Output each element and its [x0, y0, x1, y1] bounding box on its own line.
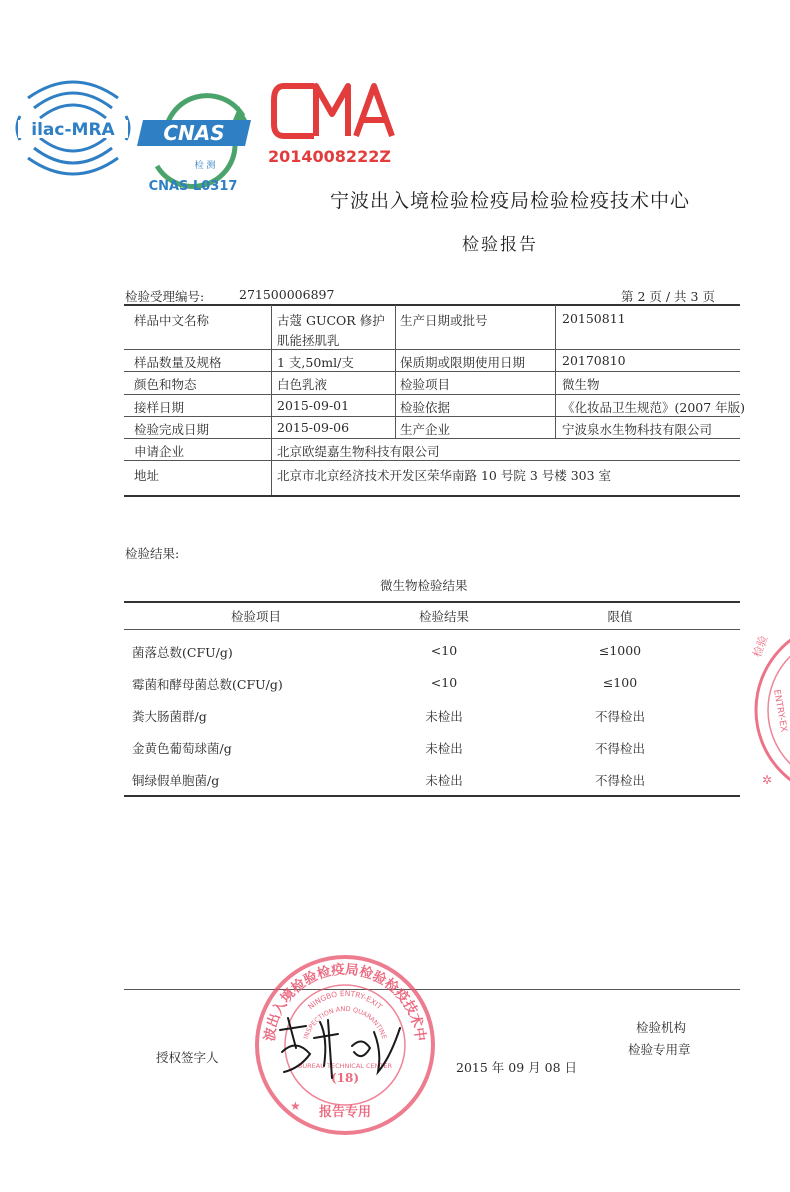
side-stamp [744, 620, 790, 800]
address-label: 地址 [134, 468, 160, 483]
cma-number: 2014008222Z [268, 147, 391, 166]
side-stamp-star: ✲ [762, 773, 773, 787]
batch-value: 20150811 [562, 311, 626, 326]
seal-text-en2: INSPECTION AND QUARANTINE [301, 1004, 389, 1040]
ilac-mra-text: ilac-MRA [31, 120, 115, 140]
quantity-label: 样品数量及规格 [134, 355, 222, 370]
row-limit: 不得检出 [594, 741, 645, 756]
row-result: <10 [430, 643, 458, 658]
acceptance-label: 检验受理编号: [125, 289, 205, 304]
received-label: 接样日期 [134, 400, 185, 415]
acceptance-number: 271500006897 [239, 287, 335, 302]
side-stamp-en: ENTRY-EX [771, 688, 789, 733]
col-limit-header: 限值 [607, 609, 633, 624]
item-label: 检验项目 [400, 377, 451, 392]
row-result: <10 [430, 675, 458, 690]
address-value: 北京市北京经济技术开发区荣华南路 10 号院 3 号楼 303 室 [277, 468, 612, 483]
cnas-sub-text: 检 测 [194, 161, 216, 171]
row-result: 未检出 [425, 773, 463, 788]
ilac-mra-logo [14, 68, 132, 188]
sample-name-label: 样品中文名称 [134, 313, 210, 328]
batch-label: 生产日期或批号 [400, 313, 488, 328]
report-title: 检验报告 [462, 235, 538, 255]
seal-star-icon: ★ [290, 1099, 301, 1113]
applicant-value: 北京欧缇嘉生物科技有限公司 [277, 444, 440, 459]
col-item-header: 检验项目 [230, 609, 281, 624]
sample-name-line2: 肌能拯肌乳 [277, 333, 340, 348]
seal-label-line2: 检验专用章 [628, 1042, 691, 1057]
producer-label: 生产企业 [400, 422, 451, 437]
row-limit: ≤100 [602, 675, 638, 690]
producer-value: 宁波泉水生物科技有限公司 [562, 422, 713, 437]
row-limit: 不得检出 [594, 709, 645, 724]
seal-text-cn: 波出入境检验检疫局检验检疫技术中 [261, 961, 429, 1043]
quantity-value: 1 支,50ml/支 [277, 355, 354, 370]
institution-title: 宁波出入境检验检疫局检验检疫技术中心 [330, 190, 691, 212]
side-stamp-cn: 检验 [750, 633, 771, 660]
expiry-value: 20170810 [562, 353, 626, 368]
completed-label: 检验完成日期 [134, 422, 210, 437]
seal-label-line1: 检验机构 [636, 1020, 687, 1035]
color-label: 颜色和物态 [134, 377, 197, 392]
page-info: 第 2 页 / 共 3 页 [621, 289, 715, 304]
cma-logo [262, 70, 410, 178]
row-item: 铜绿假单胞菌/g [132, 773, 220, 788]
results-table-title: 微生物检验结果 [380, 578, 468, 593]
row-limit: 不得检出 [594, 773, 645, 788]
applicant-label: 申请企业 [134, 444, 185, 459]
col-result-header: 检验结果 [418, 609, 469, 624]
row-limit: ≤1000 [598, 643, 642, 658]
item-value: 微生物 [562, 377, 600, 392]
expiry-label: 保质期或限期使用日期 [400, 355, 526, 370]
row-item: 金黄色葡萄球菌/g [132, 741, 232, 756]
seal-text-en1: NINGBO ENTRY-EXIT [306, 988, 384, 1012]
signature [266, 1008, 416, 1088]
seal-bottom-text: 报告专用 [318, 1105, 372, 1120]
basis-value: 《化妆品卫生规范》(2007 年版) [562, 400, 746, 415]
row-item: 粪大肠菌群/g [132, 709, 207, 724]
sample-name-line1: 古蔻 GUCOR 修护 [277, 313, 385, 328]
received-value: 2015-09-01 [277, 398, 350, 413]
cnas-logo [135, 76, 260, 196]
row-item: 菌落总数(CFU/g) [132, 645, 233, 660]
seal-text-en3: BUREAU TECHNICAL CENTER [297, 1062, 393, 1070]
seal-code: (18) [330, 1071, 360, 1085]
cnas-text: CNAS [163, 121, 225, 145]
row-item: 霉菌和酵母菌总数(CFU/g) [132, 677, 283, 692]
row-result: 未检出 [425, 709, 463, 724]
report-date: 2015 年 09 月 08 日 [456, 1060, 577, 1075]
basis-label: 检验依据 [400, 400, 451, 415]
completed-value: 2015-09-06 [277, 420, 350, 435]
signer-label: 授权签字人 [156, 1050, 219, 1065]
color-value: 白色乳液 [277, 377, 328, 392]
row-result: 未检出 [425, 741, 463, 756]
cnas-code: CNAS L0317 [148, 179, 238, 194]
results-heading: 检验结果: [125, 546, 180, 561]
